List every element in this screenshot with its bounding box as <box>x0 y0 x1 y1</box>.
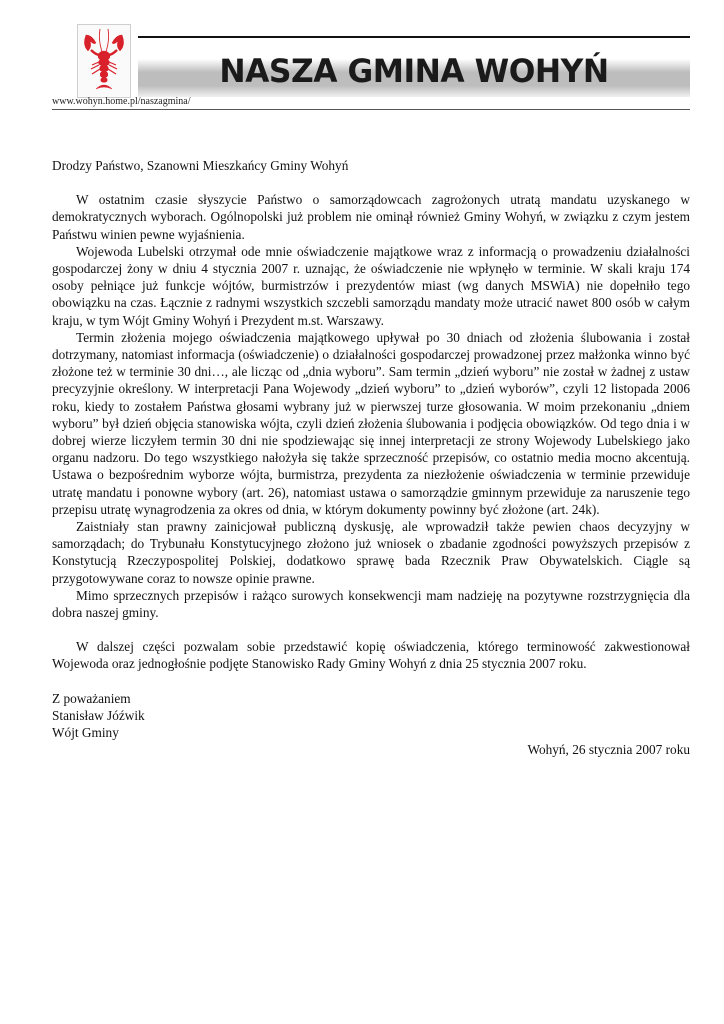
banner-top-line <box>138 36 690 38</box>
paragraph: Mimo sprzecznych przepisów i rażąco surowych konsekwencji mam nadzieję na pozytywne rozstrzygnięcia dla dobra naszej gminy. <box>52 587 690 621</box>
regards: Z poważaniem <box>52 690 131 706</box>
signer-name: Stanisław Jóźwik <box>52 707 145 723</box>
website-url: www.wohyn.home.pl/naszagmina/ <box>52 96 191 107</box>
newsletter-header <box>52 24 690 100</box>
newsletter-title: NASZA GMINA WOHYŃ <box>219 52 609 90</box>
header-divider <box>52 109 690 110</box>
salutation: Drodzy Państwo, Szanowni Mieszkańcy Gminy Wohyń <box>52 158 349 173</box>
place-date: Wohyń, 26 stycznia 2007 roku <box>527 742 690 758</box>
signer-title: Wójt Gminy <box>52 725 119 741</box>
letter-body <box>52 157 690 759</box>
crayfish-crest-icon <box>77 24 131 98</box>
spacer <box>52 673 690 690</box>
logo-graphic <box>78 25 130 97</box>
paragraph: Wojewoda Lubelski otrzymał ode mnie oświadczenie majątkowe wraz z informacją o prowadzeniu działalności gospodarczej żony w dniu 4 stycznia 2007 r. uznając, że oświadczenie nie wpłynęło w terminie. W skali kraju 174 osoby pełniące już funkcje wójtów, burmistrzów i prezydentów miast (wg danych MSWiA) nie dopełniło tego obowiązku na czas. Łącznie z radnymi wszystkich szczebli samorządu mandaty może utracić nawet 800 osób w całym kraju, w tym Wójt Gminy Wohyń i Prezydent m.st. Warszawy. <box>52 243 690 328</box>
closing-paragraph: W dalszej części pozwalam sobie przedstawić kopię oświadczenia, którego terminowość zakwestionował Wojewoda oraz jednogłośnie podjęte Stanowisko Rady Gminy Wohyń z dnia 25 stycznia 2007 roku. <box>52 639 690 672</box>
paragraph: Termin złożenia mojego oświadczenia majątkowego upływał po 30 dniach od złożenia ślubowania i został dotrzymany, natomiast informacja (oświadczenie) o działalności gospodarczej prowadzonej przez małżonka winno być złożone też w terminie 30 dni…, ale licząc od „dnia wyboru”. Sam termin „dzień wyboru” nie został w żadnej z ustaw precyzyjnie określony. W interpretacji Pana Wojewody „dzień wyboru” to „dzień wyborów”, czyli 12 listopada 2006 roku, kiedy to zostałem Państwa głosami wybrany już w pierwszej turze głosowania. W moim przekonaniu „dniem wyboru” był dzień objęcia stanowiska wójta, czyli dzień złożenia ślubowania i podjęcia obowiązków. Od tego dnia i w dobrej wierze liczyłem termin 30 dni nie spodziewając się innej interpretacji ze strony Wojewody Lubelskiego jako organu nadzoru. Do tego wszystkiego nałożyła się także sprzeczność przepisów, co ostatnio media mocno akcentują. Ustawa o bezpośrednim wyborze wójta, burmistrza, prezydenta za niezłożenie oświadczenia w terminie przewiduje utratę mandatu i ponowne wybory (art. 26), natomiast ustawa o samorządzie gminnym przewiduje za naruszenie tego przepisu utratę wynagrodzenia za okres od dnia, w którym dokumenty powinny być złożone (art. 24k). <box>52 329 690 517</box>
paragraph: W ostatnim czasie słyszycie Państwo o samorządowcach zagrożonych utratą mandatu uzyskanego w demokratycznych wyborach. Ogólnopolski już problem nie ominął również Gminy Wohyń, w związku z czym jestem Państwu winien pewne wyjaśnienia. <box>52 192 690 242</box>
paragraph: Zaistniały stan prawny zainicjował publiczną dyskusję, ale wprowadził także pewien chaos decyzyjny w samorządach; do Trybunału Konstytucyjnego złożono już wniosek o zbadanie zgodności powyższych przepisów z Konstytucją Rzeczypospolitej Polskiej, dodatkowo sprawę bada Rzecznik Praw Obywatelskich. Ciągle są przygotowywane coraz to nowsze opinie prawne. <box>52 519 690 586</box>
spacer <box>52 621 690 638</box>
